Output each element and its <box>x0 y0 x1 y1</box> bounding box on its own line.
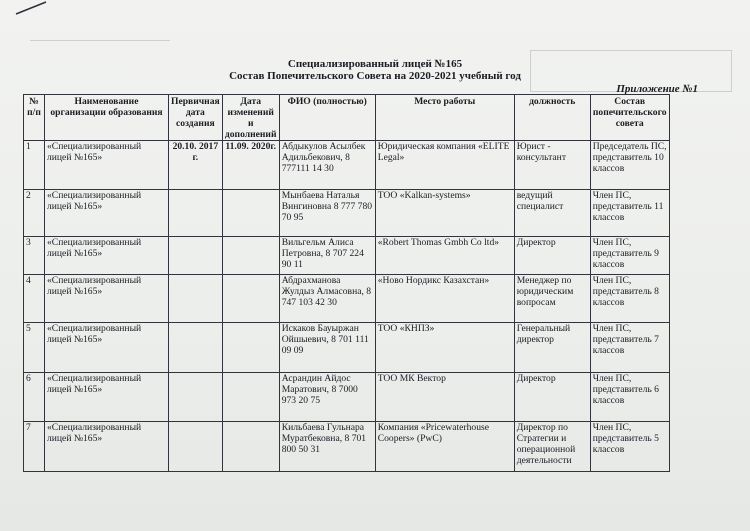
row-organization: «Специализированный лицей №165» <box>45 141 169 190</box>
header-full-name: ФИО (полностью) <box>279 95 375 141</box>
header-changed-date: Дата изменений и дополнений <box>222 95 279 141</box>
row-created-date: 20.10. 2017 г. <box>169 141 223 190</box>
header-workplace: Место работы <box>375 95 514 141</box>
row-workplace: ТОО «Kalkan-systems» <box>375 190 514 237</box>
row-created-date <box>169 422 223 472</box>
board-members-table <box>23 94 670 472</box>
header-created-date: Первичная дата создания <box>169 95 223 141</box>
header-board-role: Состав попечительского совета <box>590 95 669 141</box>
row-workplace: Компания «Pricewaterhouse Coopers» (PwC) <box>375 422 514 472</box>
row-organization: «Специализированный лицей №165» <box>45 422 169 472</box>
row-organization: «Специализированный лицей №165» <box>45 323 169 373</box>
row-full-name: Асрандин Айдос Маратович, 8 7000 973 20 75 <box>279 373 375 422</box>
row-position: Генеральный директор <box>514 323 590 373</box>
row-full-name: Мынбаева Наталья Вингиновна 8 777 780 70 95 <box>279 190 375 237</box>
row-workplace: «Robert Thomas Gmbh Co ltd» <box>375 237 514 275</box>
table-row <box>24 141 670 190</box>
corner-mark-icon <box>14 0 50 16</box>
row-board-role: Член ПС, представитель 9 классов <box>590 237 669 275</box>
row-position: Юрист - консультант <box>514 141 590 190</box>
row-changed-date <box>222 190 279 237</box>
table-row <box>24 323 670 373</box>
header-organization: Наименование организации образования <box>45 95 169 141</box>
row-number: 1 <box>24 141 45 190</box>
row-organization: «Специализированный лицей №165» <box>45 190 169 237</box>
document-title: Специализированный лицей №165 <box>287 58 463 70</box>
row-organization: «Специализированный лицей №165» <box>45 373 169 422</box>
row-full-name: Искаков Бауыржан Ойшыевич, 8 701 111 09 09 <box>279 323 375 373</box>
row-number: 6 <box>24 373 45 422</box>
row-created-date <box>169 323 223 373</box>
row-position: Директор по Стратегии и операционной деятельности <box>514 422 590 472</box>
row-workplace: «Ново Нордикс Казахстан» <box>375 275 514 323</box>
row-board-role: Член ПС, представитель 7 классов <box>590 323 669 373</box>
table-row <box>24 373 670 422</box>
row-full-name: Вильгельм Алиса Петровна, 8 707 224 90 11 <box>279 237 375 275</box>
row-board-role: Председатель ПС, представитель 10 классов <box>590 141 669 190</box>
row-board-role: Член ПС, представитель 6 классов <box>590 373 669 422</box>
row-number: 2 <box>24 190 45 237</box>
row-full-name: Абдрахманова Жулдыз Алмасовна, 8 747 103 42 30 <box>279 275 375 323</box>
table-row <box>24 190 670 237</box>
row-workplace: Юридическая компания «ELITE Legal» <box>375 141 514 190</box>
row-board-role: Член ПС, представитель 5 классов <box>590 422 669 472</box>
row-full-name: Абдыкулов Асылбек Адильбекович, 8 777111 14 30 <box>279 141 375 190</box>
row-workplace: ТОО «КНПЗ» <box>375 323 514 373</box>
row-position: Менеджер по юридическим вопросам <box>514 275 590 323</box>
row-created-date <box>169 373 223 422</box>
row-workplace: ТОО МК Вектор <box>375 373 514 422</box>
row-number: 7 <box>24 422 45 472</box>
document-subtitle: Состав Попечительского Совета на 2020-2021 учебный год <box>229 70 521 82</box>
row-number: 4 <box>24 275 45 323</box>
row-created-date <box>169 190 223 237</box>
row-changed-date <box>222 323 279 373</box>
table-row <box>24 237 670 275</box>
row-board-role: Член ПС, представитель 11 классов <box>590 190 669 237</box>
row-number: 3 <box>24 237 45 275</box>
appendix-label: Приложение №1 <box>616 83 698 95</box>
row-changed-date: 11.09. 2020г. <box>222 141 279 190</box>
row-full-name: Кильбаева Гульнара Муратбековна, 8 701 800 50 31 <box>279 422 375 472</box>
row-number: 5 <box>24 323 45 373</box>
row-organization: «Специализированный лицей №165» <box>45 275 169 323</box>
row-position: Директор <box>514 237 590 275</box>
row-changed-date <box>222 373 279 422</box>
table-row <box>24 275 670 323</box>
row-position: ведущий специалист <box>514 190 590 237</box>
row-organization: «Специализированный лицей №165» <box>45 237 169 275</box>
row-board-role: Член ПС, представитель 8 классов <box>590 275 669 323</box>
row-changed-date <box>222 275 279 323</box>
header-number: № п/п <box>24 95 45 141</box>
row-position: Директор <box>514 373 590 422</box>
row-created-date <box>169 275 223 323</box>
row-changed-date <box>222 237 279 275</box>
row-created-date <box>169 237 223 275</box>
table-row <box>24 422 670 472</box>
row-changed-date <box>222 422 279 472</box>
table-header-row <box>24 95 670 141</box>
header-position: должность <box>514 95 590 141</box>
